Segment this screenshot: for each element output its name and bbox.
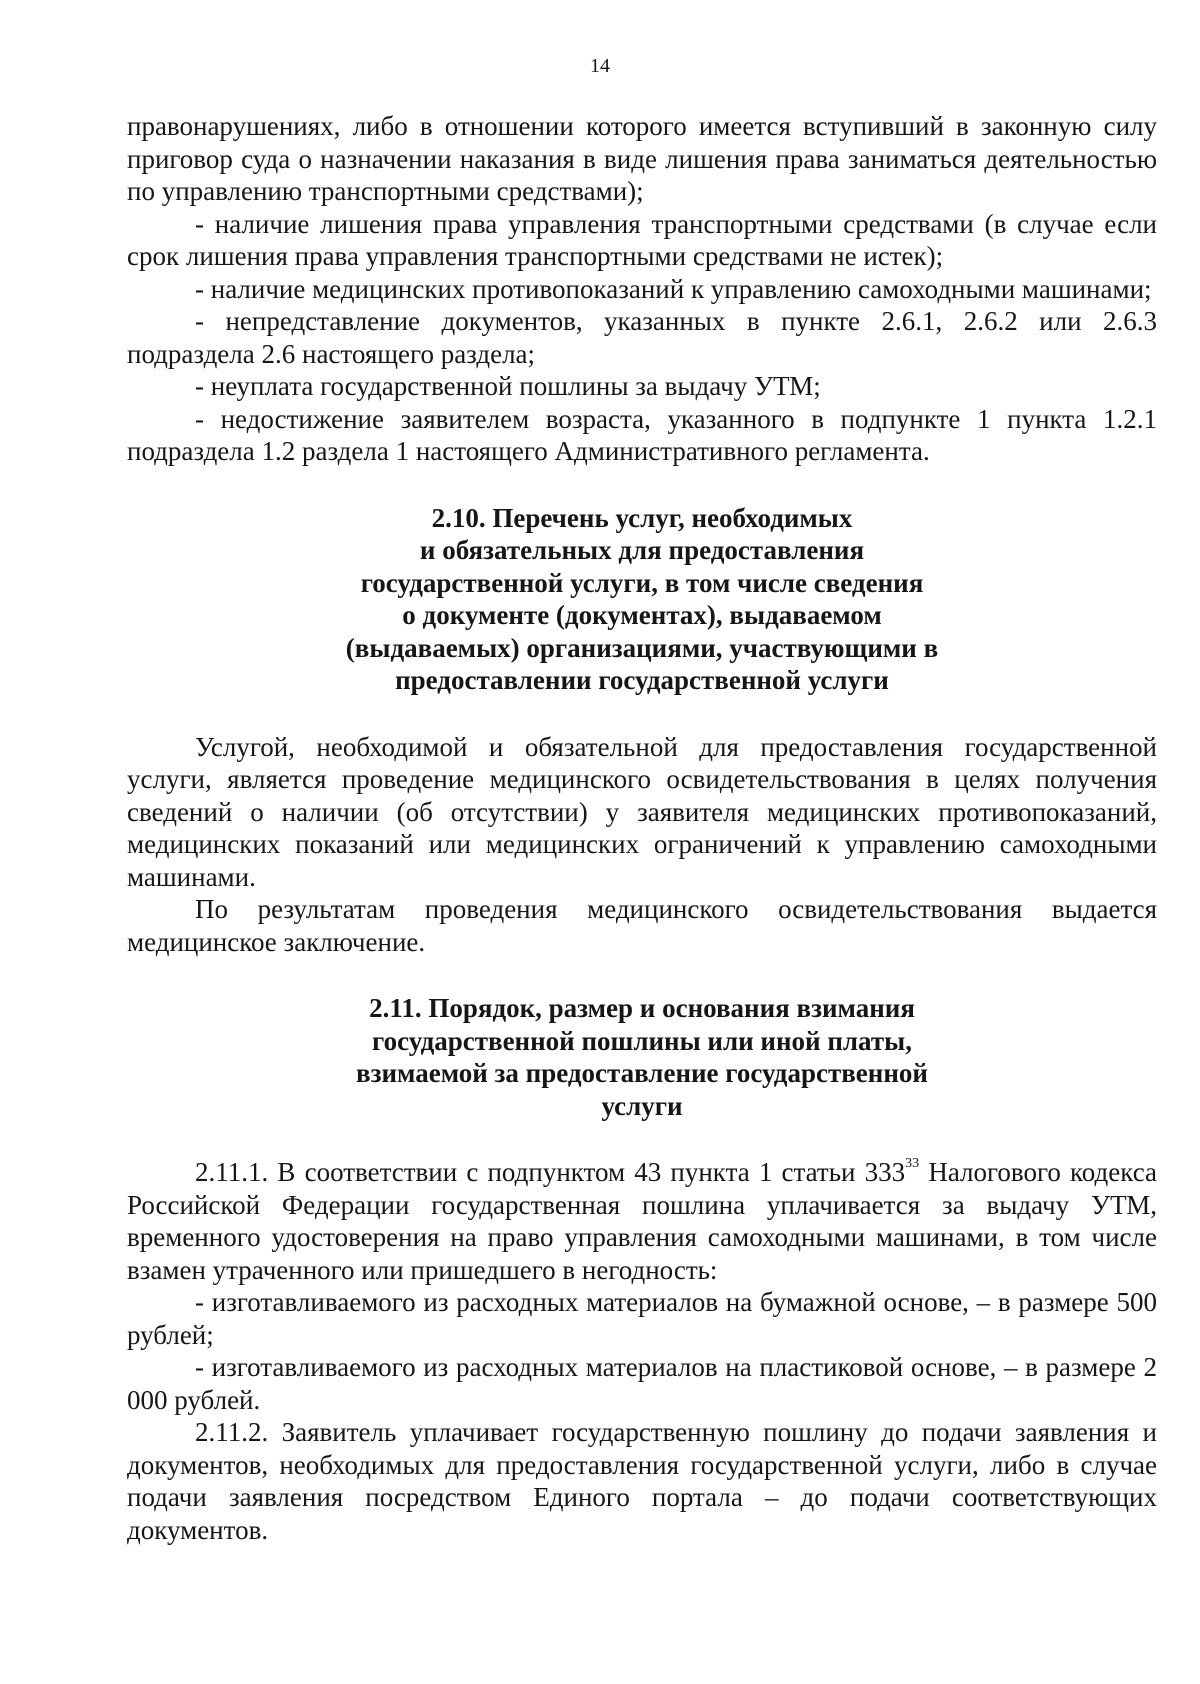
document-body xyxy=(127,110,1157,1546)
heading-line: и обязательных для предоставления xyxy=(419,535,865,565)
section-heading-2-10 xyxy=(322,502,962,697)
heading-line: услуги xyxy=(601,1090,683,1121)
heading-line: (выдаваемых) организациями, участвующими в xyxy=(345,632,939,663)
paragraph-text: Налогового кодекса Российской Федерации государственная пошлина уплачивается за выдачу УТМ, временного удостоверения на право управления самоходными машинами, в том числе взамен утраченного или пришедшего в негодность: xyxy=(127,1157,1157,1285)
paragraph: По результатам проведения медицинского освидетельствования выдается медицинское заключение. xyxy=(127,894,1157,957)
heading-line: государственной пошлины или иной платы, xyxy=(372,1025,912,1056)
article-superscript: 33 xyxy=(905,1156,920,1171)
heading-line: государственной услуги, в том числе сведения xyxy=(360,567,924,598)
page-number: 14 xyxy=(590,55,610,77)
paragraph: Услугой, необходимой и обязательной для предоставления государственной услуги, является проведение медицинского освидетельствования в целях получения сведений о наличии (об отсутствии) у заявителя медицинских противопоказаний, медицинских показаний или медицинских ограничений к управлению самоходными машинами. xyxy=(127,731,1157,892)
paragraph-text: 2.11.1. В соответствии с подпунктом 43 пункта 1 статьи 333 xyxy=(195,1157,906,1187)
heading-line: взимаемой за предоставление государственной xyxy=(356,1058,928,1088)
heading-line: предоставлении государственной услуги xyxy=(395,665,889,695)
list-item: - недостижение заявителем возраста, указанного в подпункте 1 пункта 1.2.1 подраздела 1.2 раздела 1 настоящего Административного регламента. xyxy=(127,403,1157,466)
list-item: - неуплата государственной пошлины за выдачу УТМ; xyxy=(195,371,821,401)
list-item: - наличие лишения права управления транспортными средствами (в случае если срок лишения права управления транспортными средствами не истек); xyxy=(127,208,1157,271)
list-item: - наличие медицинских противопоказаний к управлению самоходными машинами; xyxy=(195,273,1152,304)
heading-line: о документе (документах), выдаваемом xyxy=(402,600,882,630)
list-item: - непредставление документов, указанных в пункте 2.6.1, 2.6.2 или 2.6.3 подраздела 2.6 настоящего раздела; xyxy=(127,306,1157,369)
paragraph-continuation: правонарушениях, либо в отношении которого имеется вступивший в законную силу приговор суда о назначении наказания в виде лишения права заниматься деятельностью по управлению транспортными средствами); xyxy=(127,111,1157,206)
section-heading-2-11 xyxy=(322,992,962,1122)
heading-line: 2.11. Порядок, размер и основания взимания xyxy=(369,993,915,1023)
paragraph-2-11-2: 2.11.2. Заявитель уплачивает государственную пошлину до подачи заявления и документов, необходимых для предоставления государственной услуги, либо в случае подачи заявления посредством Единого портала – до подачи соответствующих документов. xyxy=(127,1417,1157,1545)
heading-line: 2.10. Перечень услуг, необходимых xyxy=(431,502,853,533)
list-item: - изготавливаемого из расходных материалов на пластиковой основе, – в размере 2 000 рублей. xyxy=(127,1352,1157,1415)
list-item: - изготавливаемого из расходных материалов на бумажной основе, – в размере 500 рублей; xyxy=(127,1287,1157,1350)
paragraph-2-11-1 xyxy=(127,1156,1157,1286)
